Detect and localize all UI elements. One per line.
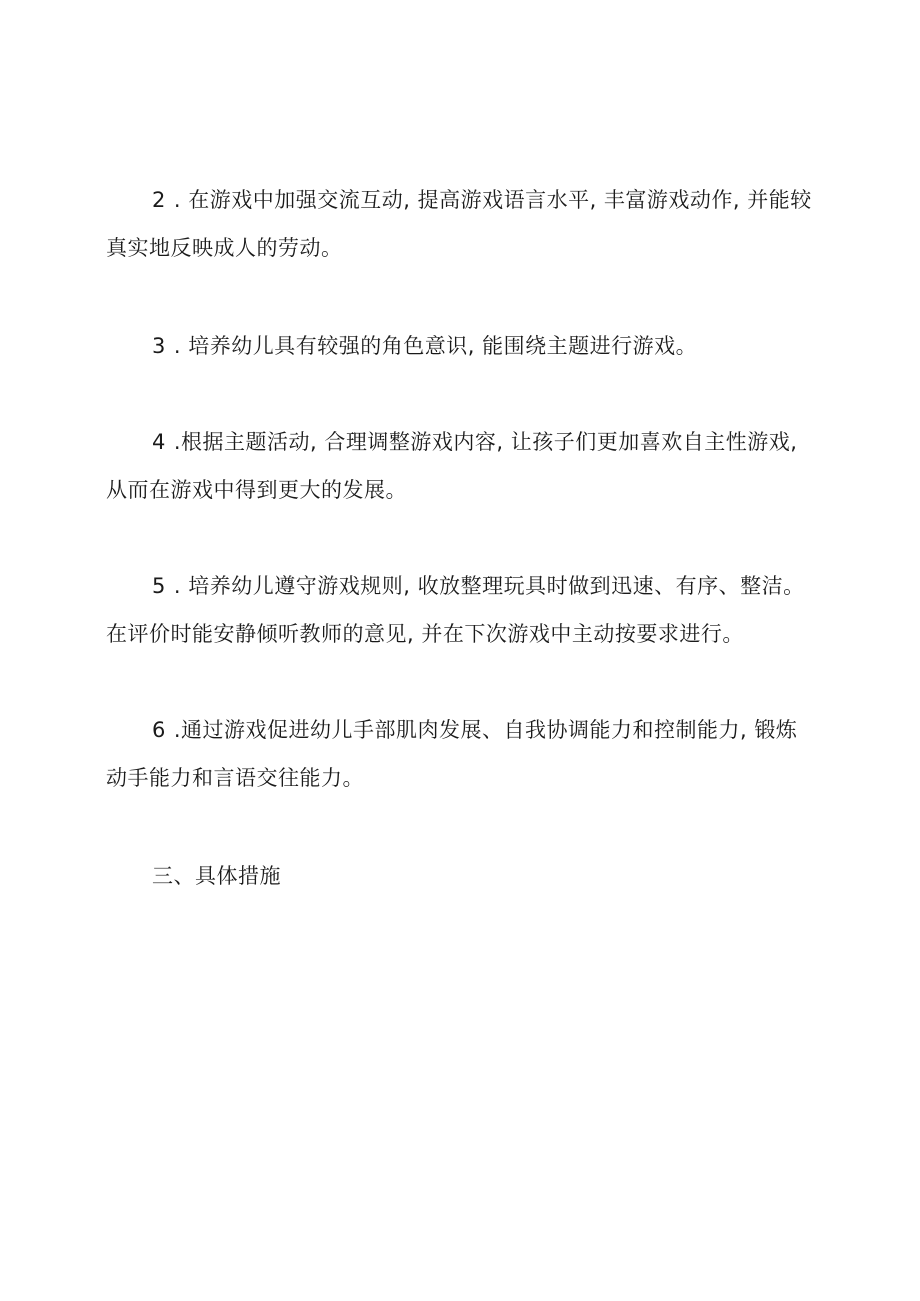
list-item-6 — [106, 706, 818, 802]
item-text: . 在游戏中加强交流互动, 提高游戏语言水平, 丰富游戏动作, 并能较真实地反映成人的劳动。 — [106, 188, 812, 260]
list-item-4 — [106, 418, 818, 514]
item-number: 3 — [152, 334, 166, 358]
item-text: . 培养幼儿遵守游戏规则, 收放整理玩具时做到迅速、有序、整洁。在评价时能安静倾听教师的意见, 并在下次游戏中主动按要求进行。 — [106, 574, 805, 646]
list-item-3 — [106, 322, 818, 370]
item-number: 6 — [152, 718, 166, 742]
item-number: 2 — [152, 188, 166, 212]
list-item-5 — [106, 562, 818, 658]
item-text: . 培养幼儿具有较强的角色意识, 能围绕主题进行游戏。 — [173, 334, 698, 358]
section-heading: 三、具体措施 — [152, 864, 281, 888]
item-number: 5 — [152, 574, 166, 598]
item-number: 4 — [152, 430, 166, 454]
list-item-2 — [106, 176, 818, 272]
item-text: .通过游戏促进幼儿手部肌肉发展、自我协调能力和控制能力, 锻炼动手能力和言语交往能力。 — [106, 718, 798, 790]
item-text: .根据主题活动, 合理调整游戏内容, 让孩子们更加喜欢自主性游戏, 从而在游戏中得到更大的发展。 — [106, 430, 798, 502]
